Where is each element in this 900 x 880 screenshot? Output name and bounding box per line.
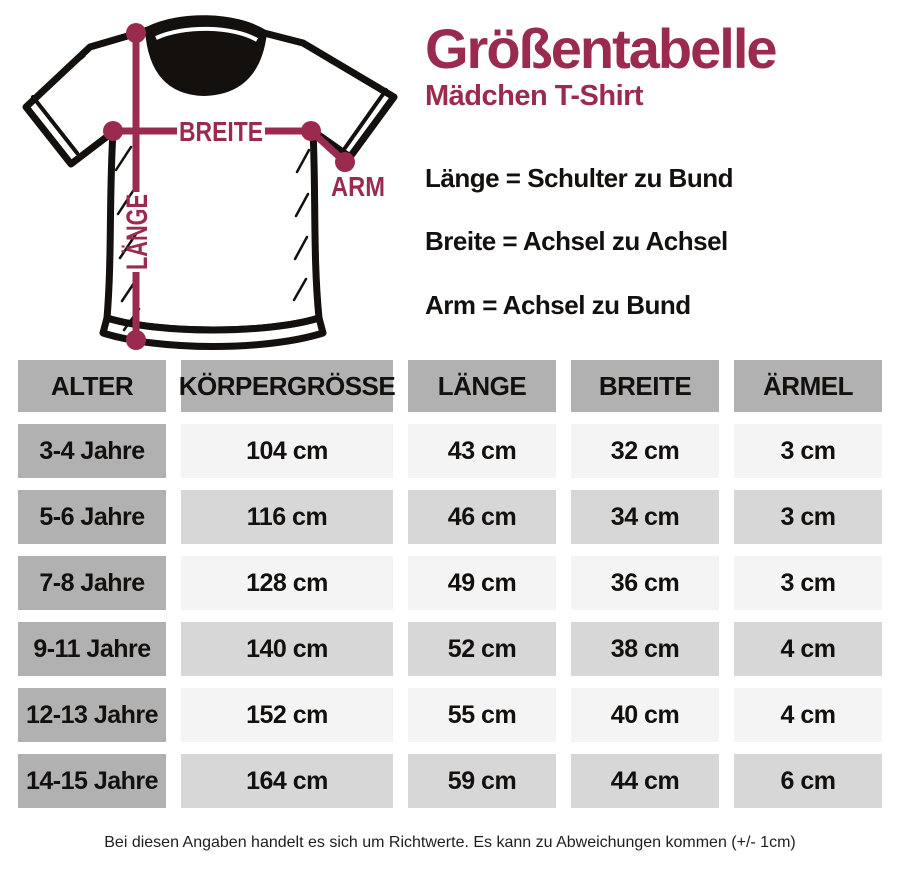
breite-measure-label: BREITE xyxy=(179,116,263,147)
tshirt-diagram-svg xyxy=(0,0,420,358)
value-cell: 36 cm xyxy=(571,556,719,610)
value-cell: 140 cm xyxy=(181,622,393,676)
definition-arm: Arm = Achsel zu Bund xyxy=(425,289,691,320)
table-body xyxy=(18,424,882,808)
table-row xyxy=(18,424,882,478)
value-cell: 52 cm xyxy=(408,622,556,676)
value-cell: 3 cm xyxy=(734,556,882,610)
laenge-measure-label: LÄNGE xyxy=(121,165,154,270)
age-cell: 3-4 Jahre xyxy=(18,424,166,478)
measure-definitions xyxy=(425,164,890,320)
value-cell: 104 cm xyxy=(181,424,393,478)
tshirt-diagram xyxy=(0,0,420,358)
page-title: Größentabelle xyxy=(425,17,776,80)
shoulder-dot xyxy=(126,23,146,43)
definition-breite: Breite = Achsel zu Achsel xyxy=(425,226,728,257)
table-row xyxy=(18,556,882,610)
column-header: ÄRMEL xyxy=(734,360,882,412)
age-cell: 12-13 Jahre xyxy=(18,688,166,742)
value-cell: 128 cm xyxy=(181,556,393,610)
value-cell: 116 cm xyxy=(181,490,393,544)
page-subtitle: Mädchen T-Shirt xyxy=(425,80,644,113)
value-cell: 3 cm xyxy=(734,424,882,478)
size-table xyxy=(18,360,882,808)
left-armpit-dot xyxy=(103,121,123,141)
title-block xyxy=(425,17,890,354)
value-cell: 164 cm xyxy=(181,754,393,808)
value-cell: 34 cm xyxy=(571,490,719,544)
value-cell: 49 cm xyxy=(408,556,556,610)
table-row xyxy=(18,754,882,808)
value-cell: 6 cm xyxy=(734,754,882,808)
value-cell: 32 cm xyxy=(571,424,719,478)
value-cell: 46 cm xyxy=(408,490,556,544)
table-row xyxy=(18,622,882,676)
arm-measure-label: ARM xyxy=(331,171,385,202)
definition-laenge: Länge = Schulter zu Bund xyxy=(425,162,733,193)
column-header: LÄNGE xyxy=(408,360,556,412)
value-cell: 3 cm xyxy=(734,490,882,544)
column-header: ALTER xyxy=(18,360,166,412)
age-cell: 14-15 Jahre xyxy=(18,754,166,808)
header-section xyxy=(0,0,900,358)
value-cell: 44 cm xyxy=(571,754,719,808)
value-cell: 55 cm xyxy=(408,688,556,742)
value-cell: 38 cm xyxy=(571,622,719,676)
age-cell: 7-8 Jahre xyxy=(18,556,166,610)
value-cell: 40 cm xyxy=(571,688,719,742)
value-cell: 59 cm xyxy=(408,754,556,808)
age-cell: 9-11 Jahre xyxy=(18,622,166,676)
arm-end-dot xyxy=(335,152,355,172)
age-cell: 5-6 Jahre xyxy=(18,490,166,544)
table-row xyxy=(18,490,882,544)
value-cell: 152 cm xyxy=(181,688,393,742)
column-header: KÖRPERGRÖSSE xyxy=(181,360,393,412)
value-cell: 43 cm xyxy=(408,424,556,478)
hem-dot xyxy=(126,330,146,350)
column-header: BREITE xyxy=(571,360,719,412)
footnote: Bei diesen Angaben handelt es sich um Richtwerte. Es kann zu Abweichungen kommen (+/- 1cm) xyxy=(104,834,796,851)
table-row xyxy=(18,688,882,742)
value-cell: 4 cm xyxy=(734,622,882,676)
right-armpit-dot xyxy=(301,121,321,141)
table-header-row xyxy=(18,360,882,412)
value-cell: 4 cm xyxy=(734,688,882,742)
